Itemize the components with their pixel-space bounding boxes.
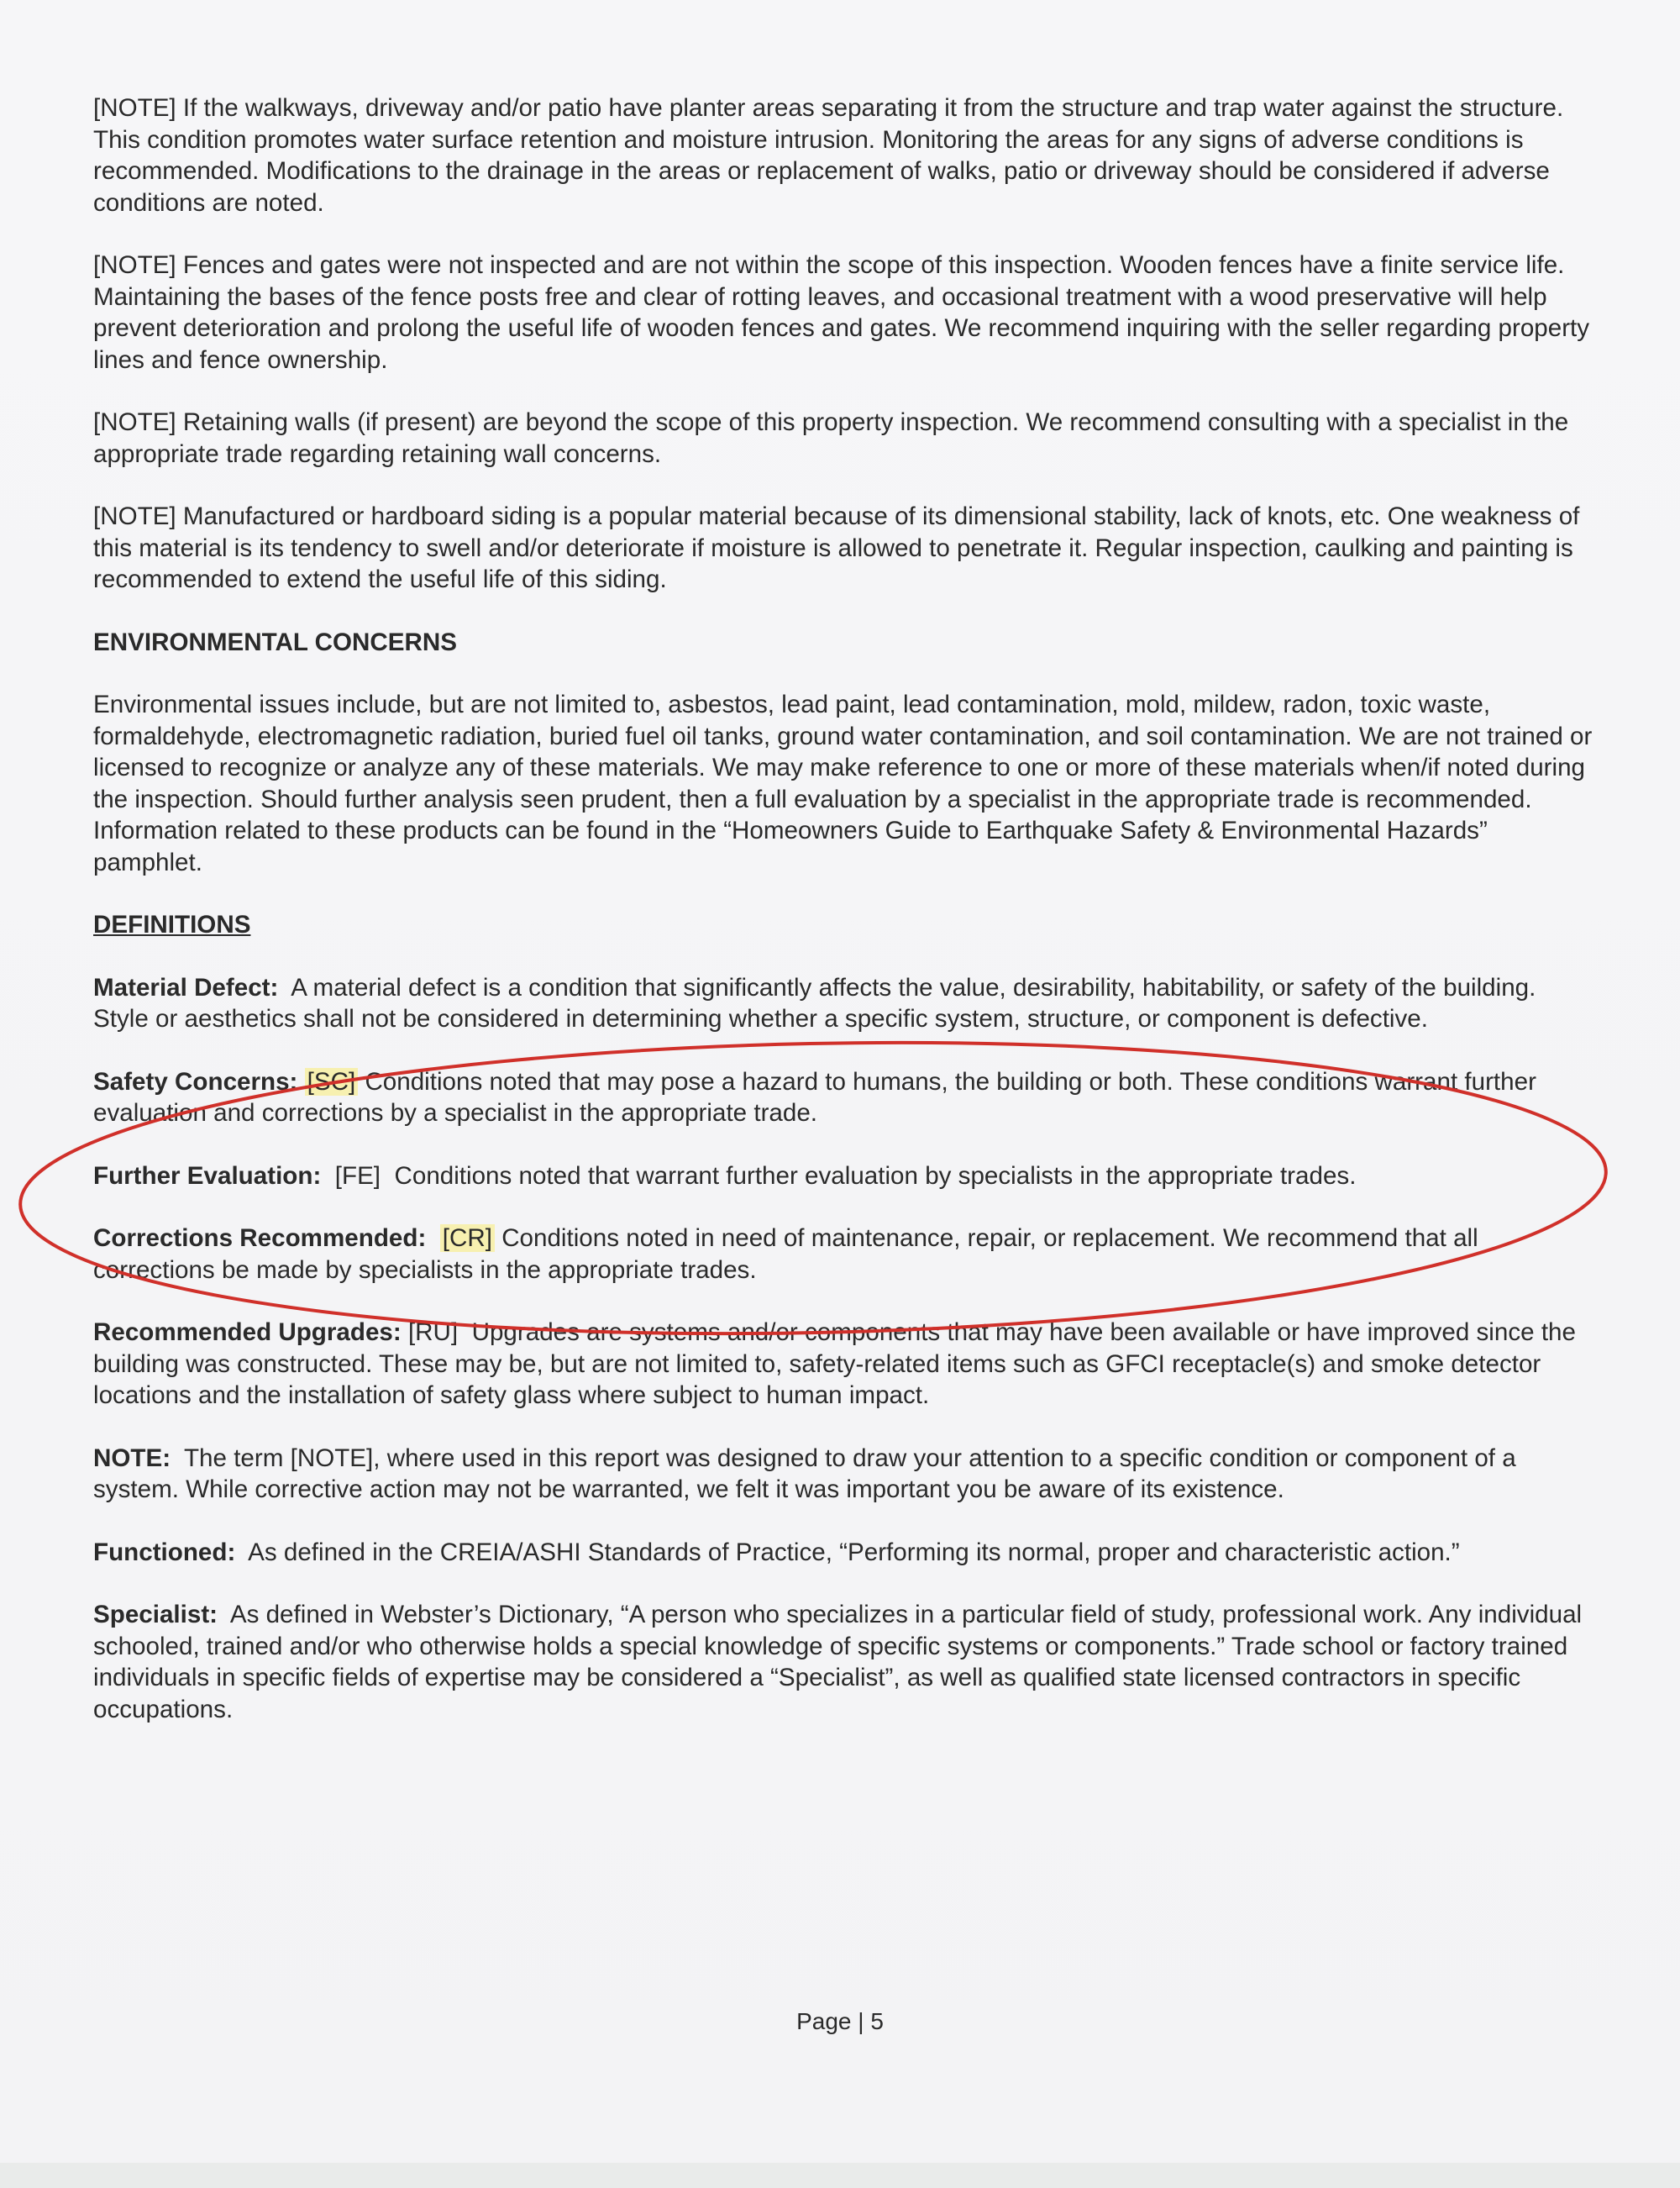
note-siding: [NOTE] Manufactured or hardboard siding is a popular material because of its dimensional stability, lack of knots, etc. One weakness of this material is its tendency to swell and/or deteriorate if moisture is allowed to penetrate it. Regular inspection, caulking and painting is recommended to extend the useful life of this siding. [93,502,1580,593]
term-label: Functioned: [93,1538,236,1566]
term-label: Specialist: [93,1601,218,1628]
definition-text: As defined in Webster’s Dictionary, “A person who specializes in a particular field of study, professional work. Any individual schooled, trained and/or who otherwise holds a special knowledge of specific systems or components.” Trade school or factory trained individuals in specific fields of expertise may be considered a “Specialist”, as well as qualified state licensed contractors in specific occupations. [93,1601,1583,1723]
hand-drawn-circle [18,1027,1609,1349]
environmental-heading: ENVIRONMENTAL CONCERNS [93,628,457,656]
definition-text: As defined in the CREIA/ASHI Standards of Practice, “Performing its normal, proper and characteristic action.” [248,1538,1460,1566]
definition-text: A material defect is a condition that significantly affects the value, desirability, habitability, or safety of the building. Style or aesthetics shall not be considered in determining whether a specific system, structure, or component is defective. [93,973,1536,1033]
code-ru: [RU] [407,1318,459,1346]
note-fences: [NOTE] Fences and gates were not inspected and are not within the scope of this inspection. Wooden fences have a finite service life. Maintaining the bases of the fence posts free and clear of rotting leaves, and occasional treatment with a wood preservative will help prevent deterioration and prolong the useful life of wooden fences and gates. We recommend inquiring with the seller regarding property lines and fence ownership. [93,251,1590,374]
note-walkways: [NOTE] If the walkways, driveway and/or patio have planter areas separating it from the structure and trap water against the structure. This condition promotes water surface retention and moisture intrusion. Monitoring the areas for any signs of adverse conditions is recommended. Modifications to the drainage in the areas or replacement of walks, patio or driveway should be considered if adverse conditions are noted. [93,94,1564,217]
term-label: Recommended Upgrades: [93,1318,402,1346]
code-fe: [FE] [334,1161,381,1190]
term-label: NOTE: [93,1444,171,1472]
environmental-text: Environmental issues include, but are not limited to, asbestos, lead paint, lead contamination, mold, mildew, radon, toxic waste, formaldehyde, electromagnetic radiation, buried fuel oil tanks, ground water contamination, and soil contamination. We are not trained or licensed to recognize or analyze any of these materials. We may make reference to one or more of these materials when/if noted during the inspection. Should further analysis seen prudent, then a full evaluation by a specialist in the appropriate trade is recommended. Information related to these products can be found in the “Homeowners Guide to Earthquake Safety & Environmental Hazards” pamphlet. [93,691,1593,876]
definition-text: Conditions noted that may pose a hazard to humans, the building or both. These conditions warrant further evaluation and corrections by a specialist in the appropriate trade. [93,1067,1536,1127]
definitions-heading: DEFINITIONS [93,911,251,939]
note-retaining-walls: [NOTE] Retaining walls (if present) are beyond the scope of this property inspection. We recommend consulting with a specialist in the appropriate trade regarding retaining wall concerns. [93,408,1569,468]
definition-text: Conditions noted in need of maintenance, repair, or replacement. We recommend that all corrections be made by specialists in the appropriate trades. [93,1224,1478,1284]
code-cr-highlighted: [CR] [440,1224,495,1252]
page-number: Page | 5 [796,2008,884,2034]
term-label: Safety Concerns: [93,1067,298,1096]
code-sc-highlighted: [SC] [305,1068,359,1096]
term-label: Corrections Recommended: [93,1224,427,1252]
definition-text: Upgrades are systems and/or components that may have been available or have improved since the building was constructed. These may be, but are not limited to, safety-related items such as GFCI receptacle(s) and smoke detector locations and the installation of safety glass where subject to human impact. [93,1318,1576,1409]
term-label: Material Defect: [93,973,279,1002]
definition-text: The term [NOTE], where used in this report was designed to draw your attention to a specific condition or component of a system. While corrective action may not be warranted, we felt it was important you be aware of its existence. [93,1444,1516,1503]
term-label: Further Evaluation: [93,1161,322,1190]
definition-text: Conditions noted that warrant further evaluation by specialists in the appropriate trades. [394,1161,1357,1190]
